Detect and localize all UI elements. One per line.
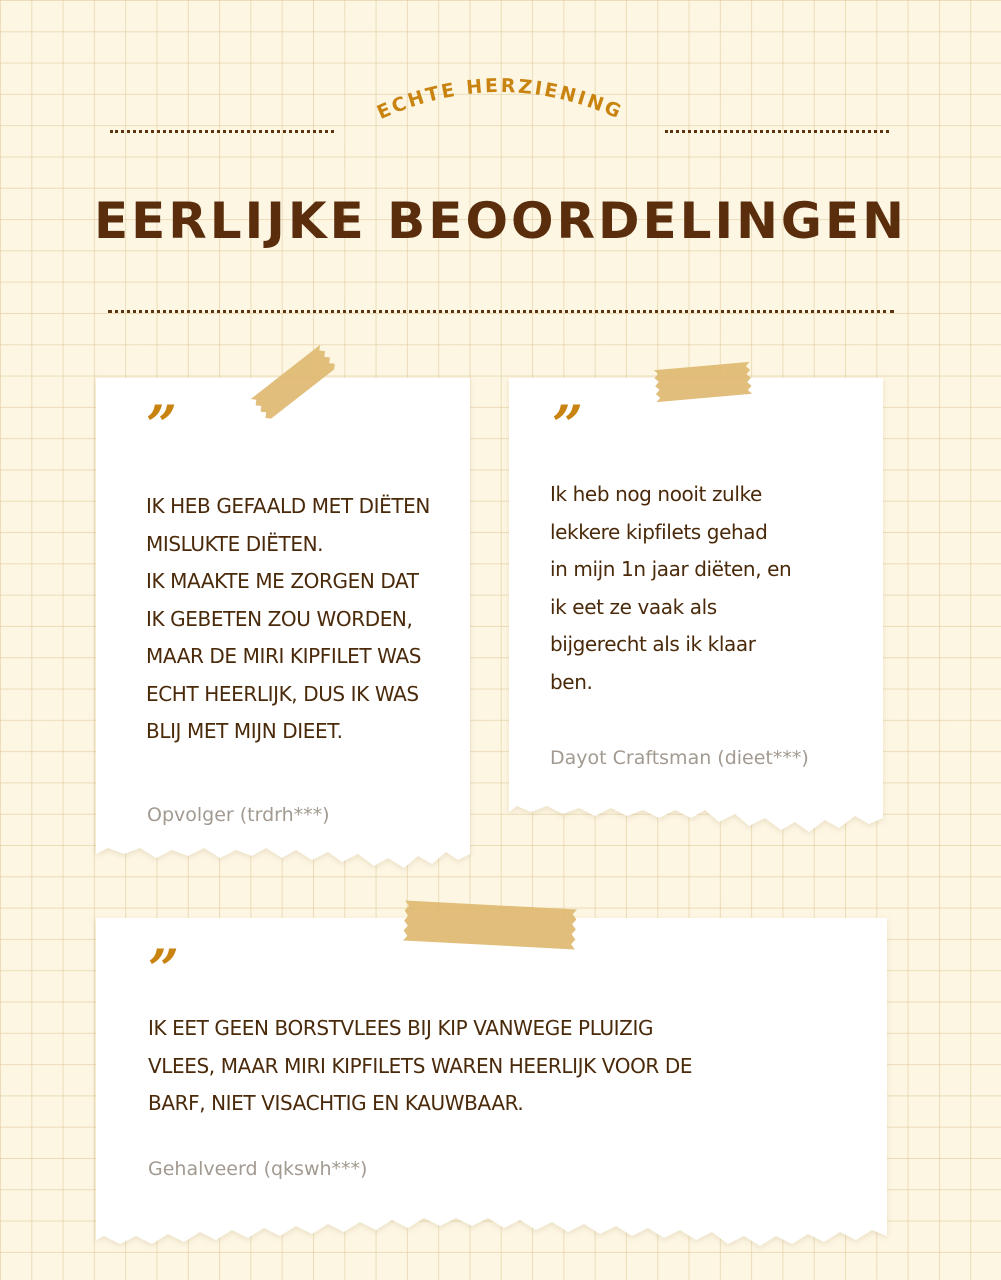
review-author-1: Opvolger (trdrh***) (147, 804, 330, 826)
review-text-2 (550, 476, 870, 701)
review-card-3 (96, 918, 887, 1258)
quote-icon: ” (146, 393, 178, 457)
review-line: IK MAAKTE ME ZORGEN DAT (146, 569, 419, 593)
review-line: BARF, NIET VISACHTIG EN KAUWBAAR. (148, 1091, 524, 1115)
review-line: BLIJ MET MIJN DIEET. (146, 719, 343, 743)
quote-icon: ” (552, 393, 584, 457)
review-line: IK GEBETEN ZOU WORDEN, (146, 606, 413, 631)
review-line: ECHT HEERLIJK, DUS IK WAS (146, 681, 419, 706)
svg-text:ECHTE HERZIENING (374, 75, 626, 124)
review-text-1 (146, 488, 456, 751)
review-line: MISLUKTE DIËTEN. (146, 531, 324, 556)
review-line: lekkere kipfilets gehad (550, 519, 768, 544)
tape-3 (398, 890, 582, 960)
review-line: bijgerecht als ik klaar (550, 632, 756, 656)
review-line: IK HEB GEFAALD MET DIËTEN (146, 494, 430, 518)
review-line: VLEES, MAAR MIRI KIPFILETS WAREN HEERLIJK VOOR DE (148, 1053, 693, 1078)
review-line: ben. (550, 669, 593, 694)
review-line: MAAR DE MIRI KIPFILET WAS (146, 644, 422, 668)
dotted-divider-top-right (665, 130, 889, 133)
page-title: EERLIJKE BEOORDELINGEN (94, 192, 907, 250)
dotted-divider-top-left (110, 130, 334, 133)
review-card-2 (509, 378, 883, 838)
review-line: ik eet ze vaak als (550, 594, 717, 619)
review-author-2: Dayot Craftsman (dieet***) (550, 747, 809, 769)
tape-1 (244, 338, 344, 428)
review-line: in mijn 1n jaar diëten, en (550, 557, 792, 581)
review-line: Ik heb nog nooit zulke (550, 482, 762, 506)
review-card-1 (96, 378, 470, 878)
quote-icon: ” (148, 937, 180, 1001)
dotted-divider-under-title (108, 310, 894, 313)
review-author-3: Gehalveerd (qkswh***) (148, 1158, 368, 1180)
review-text-3 (148, 1010, 848, 1123)
tape-2 (648, 350, 758, 414)
curved-subtitle (350, 60, 650, 150)
review-line: IK EET GEEN BORSTVLEES BIJ KIP VANWEGE PLUIZIG (148, 1016, 654, 1040)
subtitle-text: ECHTE HERZIENING (373, 74, 627, 124)
